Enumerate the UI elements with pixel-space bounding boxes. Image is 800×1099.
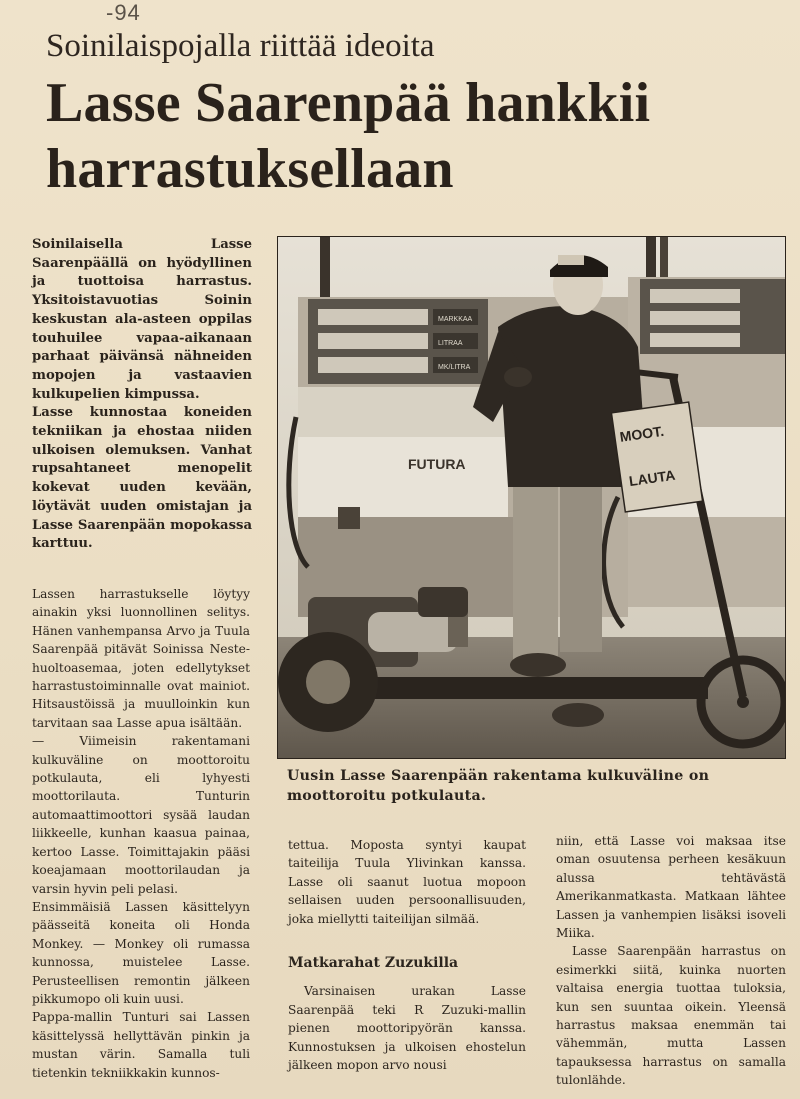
body-paragraph: Varsinaisen urakan Lasse Saarenpää teki R Zuzuki-mallin pienen moottoripyörän kanssa. Kunnostuksen ja ulkoisen ehostelun jälkeen mopon arvo nousi xyxy=(288,984,526,1073)
sign-text-line: LAUTA xyxy=(627,466,677,490)
lead-paragraph: Soinilaisella Lasse Saarenpäällä on hyödyllinen ja tuottoisa harrastus. Yksitoistavuotias Soinin keskustan ala-asteen oppilas touhuilee vapaa-aikanaan parhaat päivänsä nähneiden mopojen ja vastaavien kulkupelien kimpussa. xyxy=(32,237,252,402)
photo-illustration xyxy=(278,237,785,758)
photo-caption: Uusin Lasse Saarenpään rakentama kulkuväline on moottoroitu potkulauta. xyxy=(287,768,710,804)
handwritten-date-note: -94 xyxy=(106,0,141,25)
news-photo xyxy=(277,236,786,759)
lead-paragraph: Lasse kunnostaa koneiden tekniikan ja ehostaa niiden ulkoisen olemuksen. Vanhat rupsahtaneet menopelit kokevat uuden kevään, löytävät uuden omistajan ja Lasse Saarenpään mopokassa karttuu. xyxy=(32,405,252,552)
body-column-2 xyxy=(288,836,526,1074)
pump-label: MARKKAA xyxy=(438,316,473,323)
body-paragraph: Ensimmäisiä Lassen käsittelyyn päässeitä koneita oli Honda Monkey. — Monkey oli rumassa kunnossa, muistelee Lasse. Perusteellisen remontin jälkeen pikkumopo oli kuin uusi. xyxy=(32,899,250,1006)
sign-text-line: MOOT. xyxy=(618,422,665,445)
kicker-headline: Soinilaispojalla riittää ideoita xyxy=(46,28,435,64)
body-column-1 xyxy=(32,585,250,1082)
pump-brand-label: FUTURA xyxy=(408,456,466,472)
main-headline: Lasse Saarenpää hankkii harrastuksellaan xyxy=(46,72,651,200)
body-paragraph: — Viimeisin rakentamani kulkuväline on moottoroitu potkulauta, eli lyhyesti moottorilauta. Tunturin automaattimoottori sysää laudan liikkeelle, kunhan kaasua painaa, kertoo Lasse. Toimittajakin pääsi koeajamaan moottorilaudan ja varsin hyvin peli pelasi. xyxy=(32,734,250,896)
body-paragraph: tettua. Moposta syntyi kaupat taiteilija Tuula Ylivinkan kanssa. Lasse oli saanut luotua mopoon sellaisen uuden persoonallisuuden, joka miellytti taiteilijan silmää. xyxy=(288,838,526,926)
body-column-3 xyxy=(556,832,786,1090)
pump-label: MK/LITRA xyxy=(438,364,471,371)
body-paragraph: Lassen harrastukselle löytyy ainakin yksi luonnollinen selitys. Hänen vanhempansa Arvo ja Tuula Saarenpää pitävät Soinissa Neste-huoltoasemaa, joten edellytykset harrastustoiminnalle ovat mainiot. Hitsaustöissä ja muulloinkin kun tarvitaan saa Lasse apua isältään. xyxy=(32,587,250,730)
pump-label: LITRAA xyxy=(438,340,463,347)
body-paragraph: Pappa-mallin Tunturi sai Lassen käsittelyssä hellyttävän pinkin ja mustan värin. Samalla tuli tietenkin tekniikkakin kunnos- xyxy=(32,1010,250,1080)
subheading: Matkarahat Zuzukilla xyxy=(288,955,459,972)
body-paragraph: niin, että Lasse voi maksaa itse oman osuutensa perheen kesäkuun alussa tehtävästä Amerikanmatkasta. Matkaan lähtee Lassen ja vanhempien lisäksi isoveli Miika. xyxy=(556,834,786,941)
body-paragraph: Lasse Saarenpään harrastus on esimerkki siitä, kuinka nuorten valtaisa energia tuottaa tuloksia, kun sen suuntaa oikein. Yleensä harrastus maksaa enemmän tai vähemmän, mutta Lassen tapauksessa harrastus on samalla tulonlähde. xyxy=(556,944,786,1088)
lead-paragraphs xyxy=(32,236,252,554)
